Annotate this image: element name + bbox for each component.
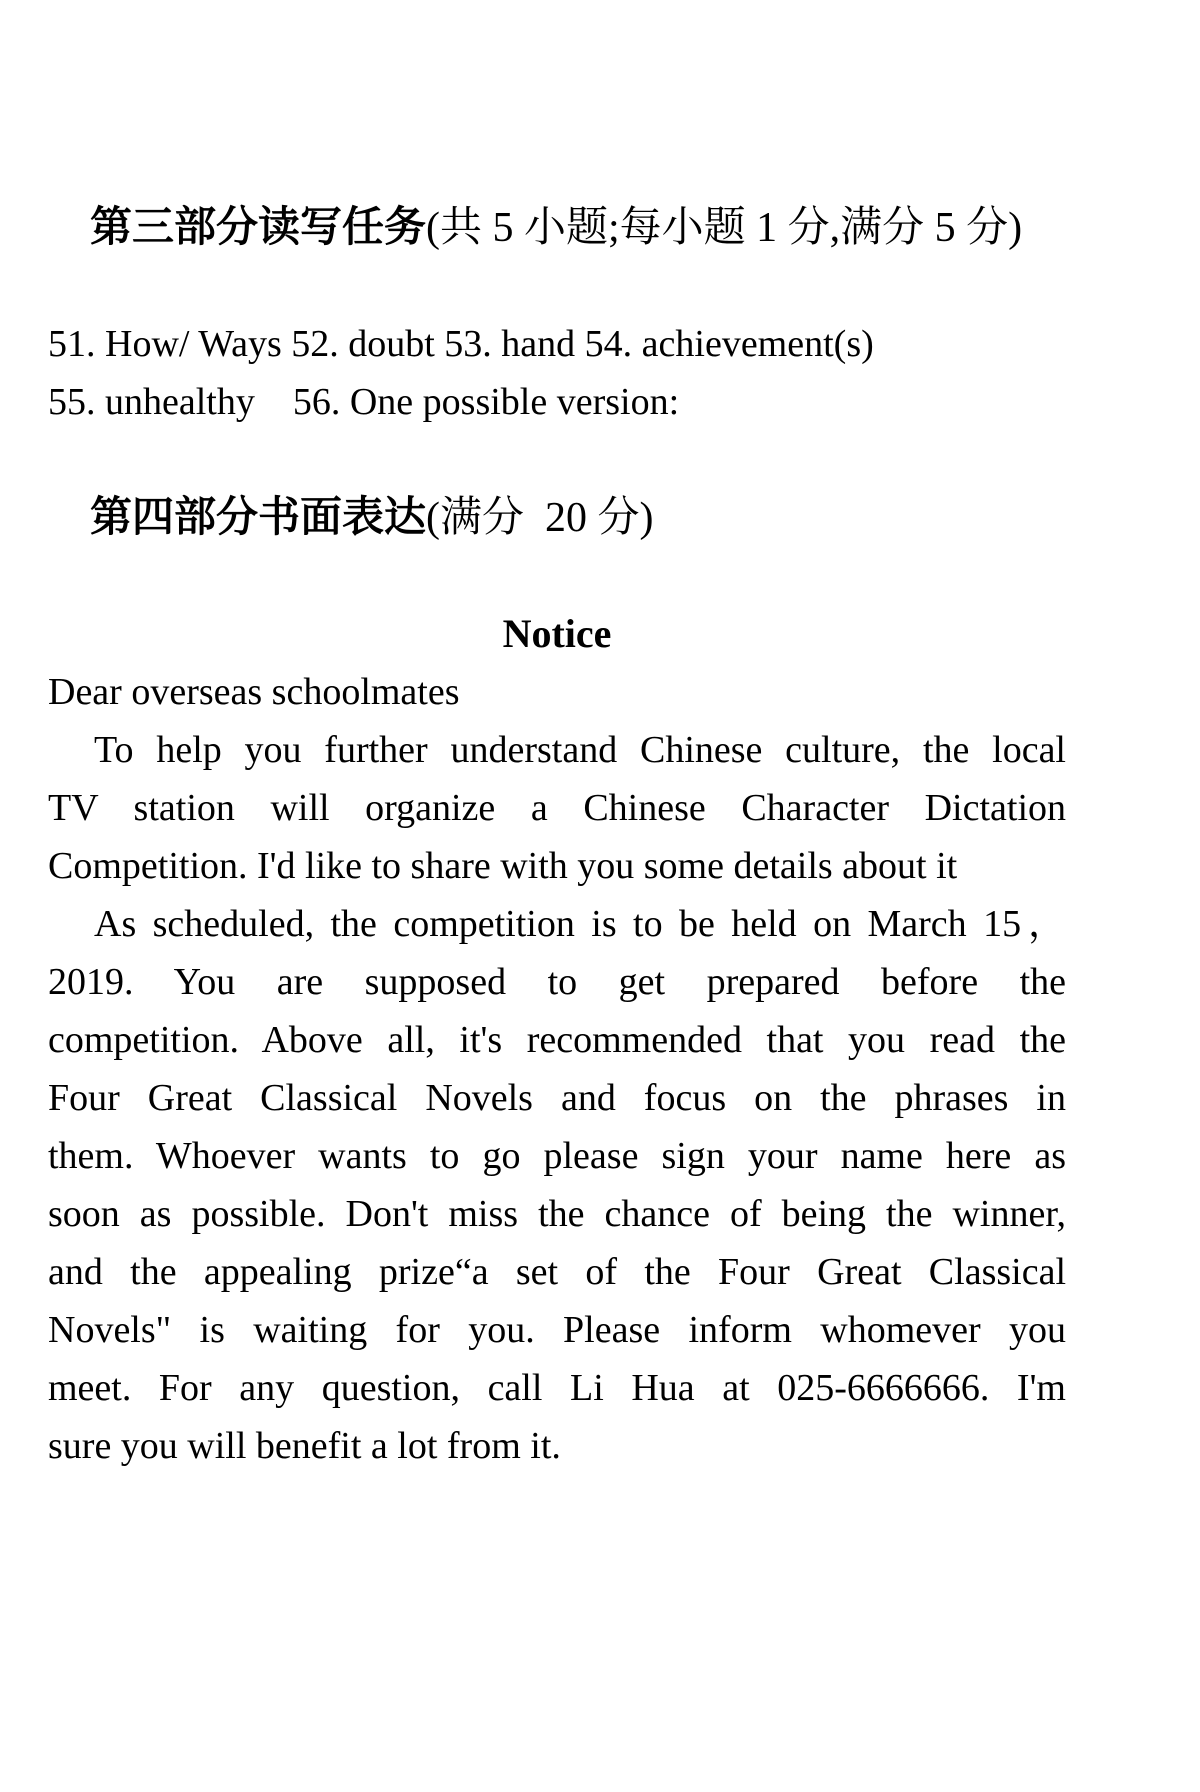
para2-line-3: Four Great Classical Novels and focus on the phrases in xyxy=(48,1077,1066,1119)
para1-line-1: TV station will organize a Chinese Character Dictation xyxy=(48,787,1066,829)
section4-title: 第四部分书面表达 xyxy=(90,495,427,541)
para1-line-2: Competition. I'd like to share with you some details about it xyxy=(48,845,958,887)
section3-title: 第三部分读写任务 xyxy=(90,205,427,251)
section3-heading xyxy=(48,141,1066,315)
para2-line-6: and the appealing prize“a set of the Four Great Classical xyxy=(48,1251,1066,1293)
para1-line-0: To help you further understand Chinese culture, the local xyxy=(94,729,1066,771)
section4-score-note: (满分 20 分) xyxy=(426,495,654,541)
answers-line-1: 51. How/ Ways 52. doubt 53. hand 54. achievement(s) xyxy=(48,323,874,365)
para2-line-1: 2019. You are supposed to get prepared before the xyxy=(48,961,1066,1003)
section4-heading xyxy=(48,431,1066,605)
salutation-line: Dear overseas schoolmates xyxy=(48,671,460,713)
para2-line-8: meet. For any question, call Li Hua at 025-6666666. I'm xyxy=(48,1367,1066,1409)
answers-line-2: 55. unhealthy 56. One possible version: xyxy=(48,381,680,423)
para2-line-0: As scheduled, the competition is to be held on March 15， xyxy=(94,903,1066,945)
para2-line-7: Novels" is waiting for you. Please inform whomever you xyxy=(48,1309,1066,1351)
para2-line-4: them. Whoever wants to go please sign your name here as xyxy=(48,1135,1066,1177)
para2-line-5: soon as possible. Don't miss the chance of being the winner, xyxy=(48,1193,1066,1235)
para2-line-2: competition. Above all, it's recommended that you read the xyxy=(48,1019,1066,1061)
notice-title: Notice xyxy=(502,611,612,656)
section3-score-note: (共 5 小题;每小题 1 分,满分 5 分) xyxy=(426,205,1023,251)
para2-line-9: sure you will benefit a lot from it. xyxy=(48,1425,561,1467)
